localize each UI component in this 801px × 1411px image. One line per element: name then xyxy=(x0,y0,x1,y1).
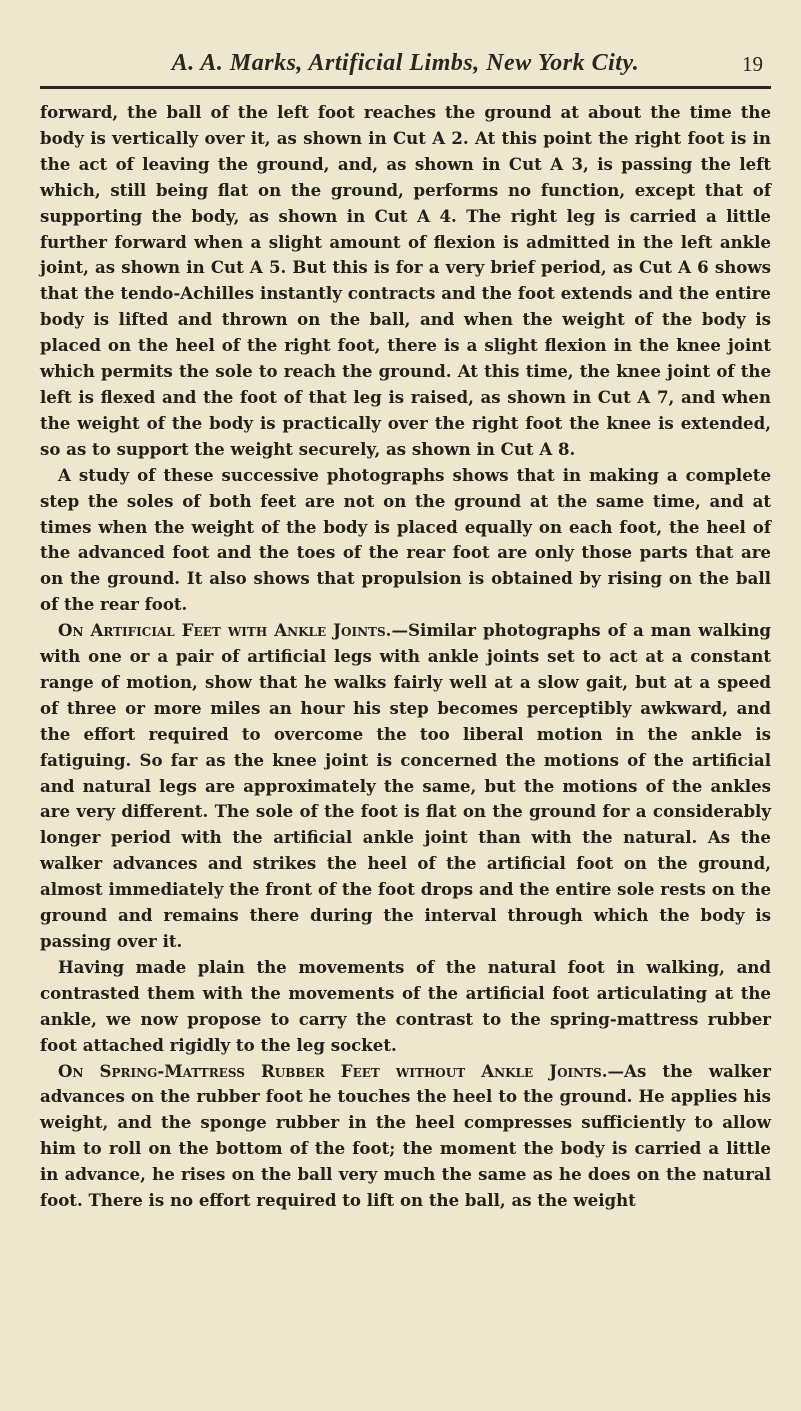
header-rule xyxy=(40,86,771,89)
paragraph-text: A study of these successive photographs shows that in making a complete step the soles of both feet are not on the ground at the same time, and at times when the weight of the body is placed equally on each foot, the heel of the advanced foot and the toes of the rear foot are only those parts that are on the ground. It also shows that propulsion is obtained by rising on the ball of the rear foot. xyxy=(40,464,771,615)
paragraph-2 xyxy=(40,463,771,618)
section-heading: On Spring-Mattress Rubber Feet without Ankle Joints. xyxy=(58,1060,608,1081)
paragraph-text: —As the walker advances on the rubber foot he touches the heel to the ground. He applies his weight, and the sponge rubber in the heel compresses sufficiently to allow him to roll on the bottom of the foot; the moment the body is carried a little in advance, he rises on the ball very much the same as he does on the natural foot. There is no effort required to lift on the ball, as the weight xyxy=(40,1060,771,1211)
paragraph-3 xyxy=(40,618,771,955)
section-heading: On Artificial Feet with Ankle Joints. xyxy=(58,620,392,641)
body-text xyxy=(40,100,771,1214)
paragraph-4 xyxy=(40,955,771,1059)
running-head xyxy=(40,0,771,80)
paragraph-text: forward, the ball of the left foot reaches the ground at about the time the body is vertically over it, as shown in Cut A 2. At this point the right foot is in the act of leaving the ground, and, as shown in Cut A 3, is passing the left which, still being flat on the ground, performs no function, except that of supporting the body, as shown in Cut A 4. The right leg is carried a little further forward when a slight amount of flexion is admitted in the left ankle joint, as shown in Cut A 5. But this is for a very brief period, as Cut A 6 shows that the tendo-Achilles instantly contracts and the foot extends and the entire body is lifted and thrown on the ball, and when the weight of the body is placed on the heel of the right foot, there is a slight flexion in the knee joint which permits the sole to reach the ground. At this time, the knee joint of the left is flexed and the foot of that leg is raised, as shown in Cut A 7, and when the weight of the body is practically over the right foot the knee is extended, so as to support the weight securely, as shown in Cut A 8. xyxy=(40,102,771,459)
paragraph-5 xyxy=(40,1059,771,1214)
page-number: 19 xyxy=(742,52,763,76)
paragraph-text: —Similar photographs of a man walking with one or a pair of artificial legs with ankle joints set to act at a constant range of motion, show that he walks fairly well at a slow gait, but at a speed of three or more miles an hour his step becomes perceptibly awkward, and the effort required to overcome the too liberal motion in the ankle is fatiguing. So far as the knee joint is concerned the motions of the artificial and natural legs are approximately the same, but the motions of the ankles are very different. The sole of the foot is flat on the ground for a considerably longer period with the artificial ankle joint than with the natural. As the walker advances and strikes the heel of the artificial foot on the ground, almost immediately the front of the foot drops and the entire sole rests on the ground and remains there during the interval through which the body is passing over it. xyxy=(40,620,772,951)
running-title: A. A. Marks, Artificial Limbs, New York City. xyxy=(171,50,640,76)
paragraph-text: Having made plain the movements of the natural foot in walking, and contrasted them with the movements of the artificial foot articulating at the ankle, we now propose to carry the contrast to the spring-mattress rubber foot attached rigidly to the leg socket. xyxy=(40,956,771,1055)
paragraph-1 xyxy=(40,100,771,463)
